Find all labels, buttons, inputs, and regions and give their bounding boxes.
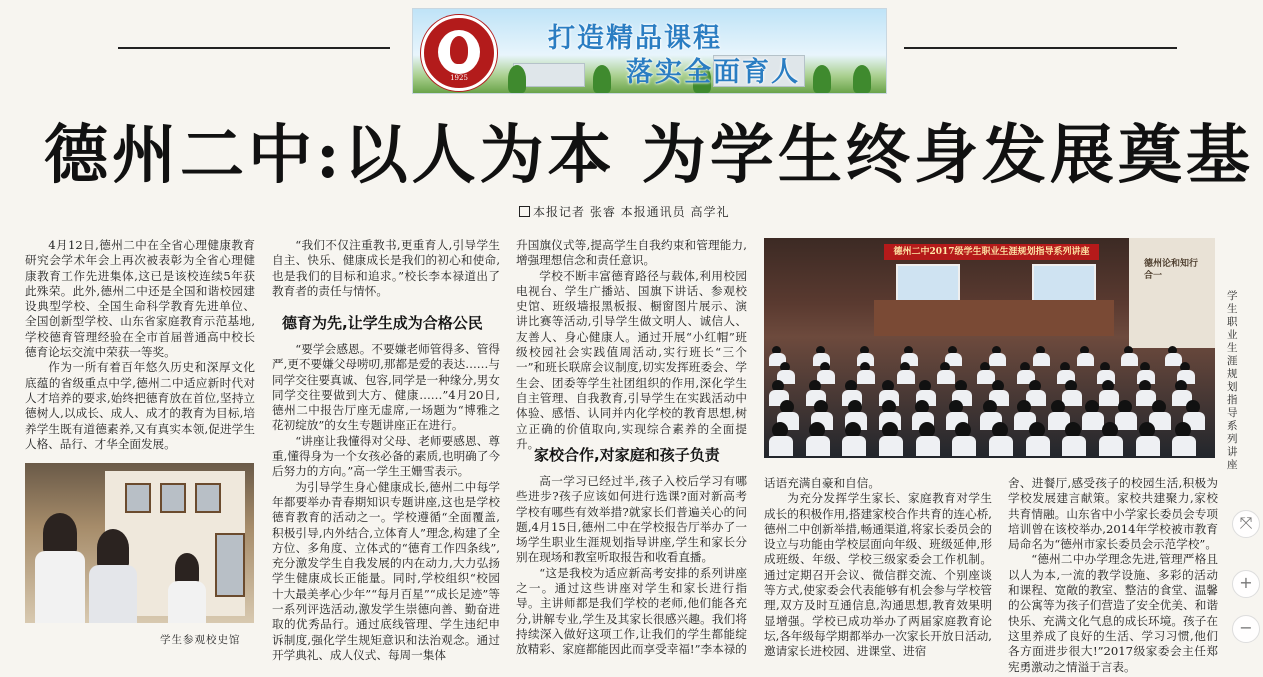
column-3b (516, 474, 747, 658)
top-rule-left (118, 47, 390, 49)
stage (874, 300, 1114, 336)
school-logo (421, 15, 497, 91)
audience-body (857, 370, 875, 384)
audience-body (1026, 436, 1050, 456)
logo-flame-icon (450, 36, 468, 64)
paragraph: “这是我校为适应新高考安排的系列讲座之一。通过这些讲座对学生和家长进行指导。主讲师都是我们学校的老师,他们能各充分,讲解专业,学生及其家长很感兴趣。我们将持续深入做好这项工作,让我们的学生都能绽放精彩、家庭都能因此而享受幸福!”李本禄的 (516, 565, 747, 657)
student-figure (43, 513, 77, 553)
paragraph: 为引导学生身心健康成长,德州二中每学年都要举办青春期知识专题讲座,这也是学校德育教育的活动之一。学校遵循“全面覆盖,积极引导,内外结合,立体育人”理念,构建了全方位、多角度、立体式的“德育工作四条线”,充分激发学生自我发展的内在动力,大力弘扬学生健康成长正能量。同时,学校组织“校园十大最美孝心少年”“每月百星”“成长足迹”等一系列评选活动,激发学生崇德向善、勤奋进取的优秀品行。通过底线管理、学生违纪申诉制度,强化学生规矩意识和法治观念。通过开学典礼、成人仪式、每周一集体 (272, 479, 500, 662)
audience-body (1172, 436, 1196, 456)
photo-caption-2: 学生职业生涯规划指导系列讲座 (1227, 290, 1238, 471)
wall-calligraphy: 德州论和知行合一 (1144, 259, 1199, 281)
logo-year: 1925 (450, 74, 468, 82)
column-4 (764, 476, 992, 660)
paragraph: “德州二中办学理念先进,管理严格且以人为本,一流的教学设施、多彩的活动和课程、宽敞的教室、整洁的食堂、温馨的公寓等为孩子们营造了安全优美、和谐快乐、充满文化气息的成长环境。孩子在这里养成了良好的生活、学习习惯,他们各方面进步很大!”2017级家委会主任郑宪勇激动之情溢于言表。 (1008, 552, 1218, 674)
student-figure (89, 565, 137, 623)
lecture-banner: 德州二中2017级学生职业生涯规划指导系列讲座 (884, 244, 1099, 260)
photo-caption-1: 学生参观校史馆 (160, 634, 241, 646)
paragraph: “要学会感恩。不要嫌老师管得多、管得严,更不要嫌父母唠叨,那都是爱的表达……与同学交往要真诚、包容,同学是一种缘分,男女同学交往要做到大方、健康……”4月20日,德州二中报告厅座无虚席,一场题为“博雅之花初绽放”的女生专题讲座正在进行。 (272, 342, 500, 433)
audience-body (1099, 436, 1123, 456)
article-headline: 德州二中:以人为本 为学生终身发展奠基 (44, 118, 1254, 193)
audience-body (1136, 436, 1160, 456)
audience-body (769, 436, 793, 456)
zoom-out-button[interactable]: − (1232, 615, 1260, 643)
photo-frame (215, 533, 245, 597)
paragraph: 高一学习已经过半,孩子入校后学习有哪些进步?孩子应该如何进行选课?面对新高考学校有哪些有效举措?就家长们普遍关心的问题,4月15日,德州二中在学校报告厅举办了一场学生职业生涯规划指导讲座,学生和家长分别在现场和教室听取报告和收看直播。 (516, 474, 747, 565)
student-figure (168, 581, 206, 623)
paragraph: 舍、进餐厅,感受孩子的校园生活,积极为学校发展建言献策。家校共建聚力,家校共育情融。山东省中小学家长委员会专项培训曾在该校举办,2014年学校被市教育局命名为“德州市家长委员会示范学校”。 (1008, 476, 1218, 552)
paragraph: 4月12日,德州二中在全省心理健康教育研究会学术年会上再次被表彰为全省心理健康教育工作先进集体,这已是该校连续5年获此殊荣。此外,德州二中还是全国和谐校园建设典型学校、全国生命科学教育先进单位、全国创新型学校、山东省家庭教育示范基地,学校德育管理经验在全市首届普通高中校长德育论坛交流中荣获一等奖。 (25, 238, 255, 360)
paragraph: 学校不断丰富德育路径与载体,利用校园电视台、学生广播站、国旗下讲话、参观校史馆、班级墙报黑板报、橱窗图片展示、演讲比赛等活动,引导学生做文明人、诚信人、友善人、身心健康人。通过开展“小红帽”班级校园社会实践值周活动,实行班长“三个一”和班长联席会议制度,切实发挥班委会、学生会、团委等学生社团组织的作用,深化学生自主管理、自我教育,引导学生在实践活动中体验、感悟、认同并内化学校的教育思想,树立正确的价值取向,实现综合素养的全面提升。 (516, 268, 747, 451)
student-figure (97, 529, 129, 567)
student-figure (35, 551, 85, 623)
audience-body (1099, 390, 1119, 406)
paragraph: 作为一所有着百年悠久历史和深厚文化底蕴的省级重点中学,德州二中适应新时代对人才培养的要求,始终把德育放在首位,坚持立德树人,以成长、成人、成才的教育为目标,培养学生既有道德素养,又有真实本领,促进学生人格、品行、才华全面发展。 (25, 360, 255, 451)
tree-shape (593, 65, 611, 93)
paragraph: 话语充满自豪和自信。 (764, 476, 880, 490)
byline-text: 本报记者 张睿 本报通讯员 高学礼 (533, 205, 730, 219)
audience-body (1082, 412, 1104, 430)
right-wall (1129, 238, 1215, 348)
photo-frame (125, 483, 151, 513)
tree-shape (813, 65, 831, 93)
zoom-in-button[interactable]: + (1232, 570, 1260, 598)
audience-body (1077, 353, 1094, 366)
tree-shape (853, 65, 871, 93)
banner-slogan-2: 落实全面育人 (626, 57, 800, 88)
column-2a (272, 238, 500, 299)
photo-career-lecture (764, 238, 1215, 458)
audience-body (1033, 353, 1050, 366)
paragraph: “我们不仅注重教书,更重育人,引导学生自主、快乐、健康成长是我们的初心和使命,也是我们的目标和追求。”校长李本禄道出了教育者的责任与情怀。 (272, 238, 500, 298)
audience-body (1062, 390, 1082, 406)
photo-frame (160, 483, 186, 513)
audience-body (989, 353, 1006, 366)
banner-slogan-1: 打造精品课程 (548, 23, 722, 54)
column-2b (272, 342, 500, 663)
photo-school-history-museum (25, 463, 254, 623)
audience-body (1121, 353, 1138, 366)
byline (519, 203, 729, 220)
column-1 (25, 238, 255, 452)
subheading-moral-education: 德育为先,让学生成为合格公民 (282, 314, 483, 332)
tree-shape (508, 65, 526, 93)
column-3a (516, 238, 747, 452)
audience-body (952, 436, 976, 456)
audience-body (897, 370, 915, 384)
student-figure (175, 553, 199, 583)
audience-body (879, 436, 903, 456)
paragraph: 升国旗仪式等,提高学生自我约束和管理能力,增强理想信念和责任意识。 (516, 238, 747, 268)
top-rule-right (904, 47, 1177, 49)
audience-body (842, 436, 866, 456)
audience-body (1062, 436, 1086, 456)
column-5 (1008, 476, 1218, 675)
byline-box-icon (519, 206, 530, 217)
audience-body (1115, 412, 1137, 430)
paragraph: 为充分发挥学生家长、家庭教育对学生成长的积极作用,搭建家校合作共育的连心桥,德州二中创新举措,畅通渠道,将家长委员会的设立与功能由学校层面向年级、班级延伸,形成班级、年级、学校三级家委会工作机制。通过定期召开会议、微信群交流、个别座谈等方式,使家委会代表能够有机会参与学校管理,双方及时互通信息,沟通思想,教育效果明显增强。学校已成功举办了两届家庭教育论坛,各年级每学期都举办一次家长开放日活动,邀请家长进校园、进课堂、进宿 (764, 491, 992, 659)
fit-screen-button[interactable]: ⤧ (1232, 510, 1260, 538)
subheading-home-school: 家校合作,对家庭和孩子负责 (534, 446, 720, 464)
paragraph: “讲座让我懂得对父母、老师要感恩、尊重,懂得身为一个女孩必备的素质,也明确了今后努力的方向。”高一学生王姗雪表示。 (272, 433, 500, 479)
audience-body (937, 370, 955, 384)
photo-frame (195, 483, 221, 513)
audience-body (916, 436, 940, 456)
audience-body (989, 436, 1013, 456)
audience-body (806, 436, 830, 456)
